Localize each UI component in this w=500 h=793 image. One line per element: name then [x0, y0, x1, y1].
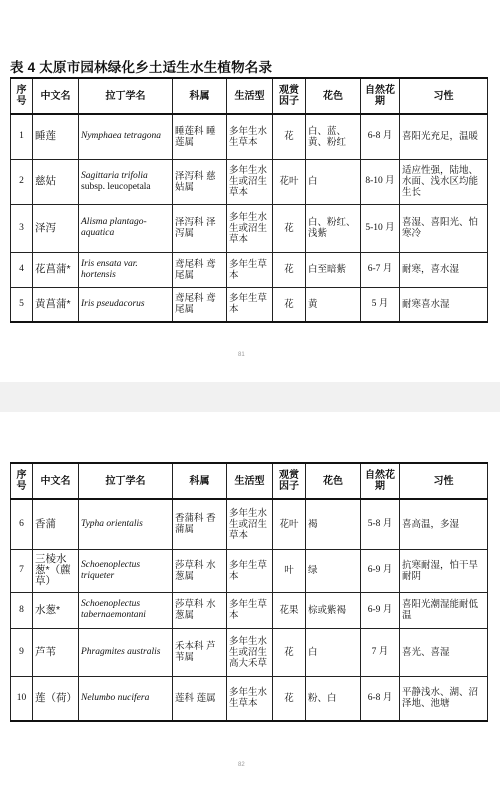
row-life-form: 多年生草本	[227, 287, 273, 322]
plant-table-part2	[10, 462, 488, 722]
page-number: 81	[238, 352, 245, 358]
row-latin-name: Schoenoplectus tabernaemontani	[79, 592, 173, 628]
row-habit: 喜阳光潮湿能耐低温	[400, 592, 488, 628]
row-habit: 平静浅水、湖、沼泽地、池塘	[400, 676, 488, 721]
row-chinese-name: 莲（荷）	[33, 676, 79, 721]
row-factor: 花	[273, 204, 306, 252]
row-flower-color: 粉、白	[306, 676, 361, 721]
row-period: 6-7 月	[361, 252, 400, 287]
row-period: 6-8 月	[361, 114, 400, 159]
row-chinese-name: 水葱*	[33, 592, 79, 628]
table-row	[11, 592, 488, 628]
row-idx: 3	[11, 204, 33, 252]
header-idx: 序号	[11, 78, 33, 114]
row-habit: 喜光、喜湿	[400, 628, 488, 676]
row-factor: 叶	[273, 549, 306, 592]
row-latin-name: Phragmites australis	[79, 628, 173, 676]
row-habit: 喜阳光充足，温暖	[400, 114, 488, 159]
row-family: 泽泻科 泽泻属	[173, 204, 227, 252]
row-factor: 花	[273, 287, 306, 322]
row-period: 6-9 月	[361, 549, 400, 592]
table-title: 表 4 太原市园林绿化乡土适生水生植物名录	[10, 60, 273, 75]
row-latin-name: Sagittaria trifolia subsp. leucopetala	[79, 159, 173, 204]
row-idx: 2	[11, 159, 33, 204]
row-life-form: 多年生水生或沼生草本	[227, 499, 273, 549]
row-habit: 喜湿、喜阳光、怕寒冷	[400, 204, 488, 252]
row-flower-color: 棕或紫褐	[306, 592, 361, 628]
header-factor: 观赏因子	[273, 463, 306, 499]
row-latin-name: Nelumbo nucifera	[79, 676, 173, 721]
row-flower-color: 白至暗紫	[306, 252, 361, 287]
table-row	[11, 159, 488, 204]
row-idx: 8	[11, 592, 33, 628]
row-life-form: 多年生水生或沼生高大禾草	[227, 628, 273, 676]
header-family: 科属	[173, 78, 227, 114]
row-habit: 喜高温，多湿	[400, 499, 488, 549]
header-color: 花色	[306, 78, 361, 114]
table-row	[11, 114, 488, 159]
row-flower-color: 黄	[306, 287, 361, 322]
row-factor: 花叶	[273, 499, 306, 549]
row-chinese-name: 泽泻	[33, 204, 79, 252]
table-header-row	[11, 463, 488, 499]
row-idx: 5	[11, 287, 33, 322]
header-cn: 中文名	[33, 463, 79, 499]
row-period: 6-9 月	[361, 592, 400, 628]
row-latin-name: Typha orientalis	[79, 499, 173, 549]
page-81	[0, 0, 500, 382]
row-period: 6-8 月	[361, 676, 400, 721]
page-gap	[0, 382, 500, 412]
row-latin-name: Iris ensata var. hortensis	[79, 252, 173, 287]
row-flower-color: 白	[306, 628, 361, 676]
row-habit: 耐寒，喜水湿	[400, 252, 488, 287]
row-period: 8-10 月	[361, 159, 400, 204]
table-header-row	[11, 78, 488, 114]
row-chinese-name: 香蒲	[33, 499, 79, 549]
row-period: 5-10 月	[361, 204, 400, 252]
row-chinese-name: 芦苇	[33, 628, 79, 676]
row-idx: 1	[11, 114, 33, 159]
plant-table-part1	[10, 77, 488, 323]
page-number: 82	[238, 762, 245, 768]
row-family: 香蒲科 香蒲属	[173, 499, 227, 549]
table-row	[11, 676, 488, 721]
row-chinese-name: 花菖蒲*	[33, 252, 79, 287]
row-factor: 花叶	[273, 159, 306, 204]
row-period: 7 月	[361, 628, 400, 676]
row-flower-color: 绿	[306, 549, 361, 592]
row-life-form: 多年生草本	[227, 592, 273, 628]
row-habit: 抗寒耐湿，怕干旱耐阴	[400, 549, 488, 592]
row-flower-color: 白、粉红、浅紫	[306, 204, 361, 252]
row-family: 睡莲科 睡莲属	[173, 114, 227, 159]
row-family: 莲科 莲属	[173, 676, 227, 721]
row-chinese-name: 黄菖蒲*	[33, 287, 79, 322]
header-idx: 序号	[11, 463, 33, 499]
header-factor: 观赏因子	[273, 78, 306, 114]
row-idx: 4	[11, 252, 33, 287]
row-family: 鸢尾科 鸢尾属	[173, 287, 227, 322]
header-cn: 中文名	[33, 78, 79, 114]
table-row	[11, 287, 488, 322]
row-life-form: 多年生草本	[227, 252, 273, 287]
row-latin-name: Nymphaea tetragona	[79, 114, 173, 159]
row-life-form: 多年生草本	[227, 549, 273, 592]
row-period: 5 月	[361, 287, 400, 322]
header-family: 科属	[173, 463, 227, 499]
row-latin-name: Alisma plantago-aquatica	[79, 204, 173, 252]
row-family: 鸢尾科 鸢尾属	[173, 252, 227, 287]
row-idx: 9	[11, 628, 33, 676]
row-family: 莎草科 水葱属	[173, 549, 227, 592]
header-life: 生活型	[227, 463, 273, 499]
row-family: 莎草科 水葱属	[173, 592, 227, 628]
row-idx: 10	[11, 676, 33, 721]
header-latin: 拉丁学名	[79, 78, 173, 114]
row-idx: 7	[11, 549, 33, 592]
row-period: 5-8 月	[361, 499, 400, 549]
header-period: 自然花期	[361, 78, 400, 114]
page-82	[0, 412, 500, 793]
row-life-form: 多年生水生或沼生草本	[227, 159, 273, 204]
header-life: 生活型	[227, 78, 273, 114]
row-factor: 花	[273, 252, 306, 287]
row-life-form: 多年生水生草本	[227, 114, 273, 159]
row-factor: 花	[273, 676, 306, 721]
row-factor: 花	[273, 114, 306, 159]
header-habit: 习性	[400, 463, 488, 499]
row-factor: 花果	[273, 592, 306, 628]
row-family: 禾本科 芦苇属	[173, 628, 227, 676]
row-flower-color: 白、蓝、黄、粉红	[306, 114, 361, 159]
row-idx: 6	[11, 499, 33, 549]
row-life-form: 多年生水生或沼生草本	[227, 204, 273, 252]
header-period: 自然花期	[361, 463, 400, 499]
row-chinese-name: 慈姑	[33, 159, 79, 204]
header-latin: 拉丁学名	[79, 463, 173, 499]
row-chinese-name: 三棱水葱*（藨草）	[33, 549, 79, 592]
table-row	[11, 549, 488, 592]
header-habit: 习性	[400, 78, 488, 114]
row-family: 泽泻科 慈姑属	[173, 159, 227, 204]
row-flower-color: 褐	[306, 499, 361, 549]
row-habit: 适应性强，陆地、水面、浅水区均能生长	[400, 159, 488, 204]
row-factor: 花	[273, 628, 306, 676]
table-row	[11, 252, 488, 287]
row-chinese-name: 睡莲	[33, 114, 79, 159]
table-row	[11, 204, 488, 252]
table-row	[11, 499, 488, 549]
header-color: 花色	[306, 463, 361, 499]
row-latin-name: Schoenoplectus triqueter	[79, 549, 173, 592]
row-habit: 耐寒喜水湿	[400, 287, 488, 322]
row-latin-name: Iris pseudacorus	[79, 287, 173, 322]
table-row	[11, 628, 488, 676]
row-life-form: 多年生水生草本	[227, 676, 273, 721]
row-flower-color: 白	[306, 159, 361, 204]
